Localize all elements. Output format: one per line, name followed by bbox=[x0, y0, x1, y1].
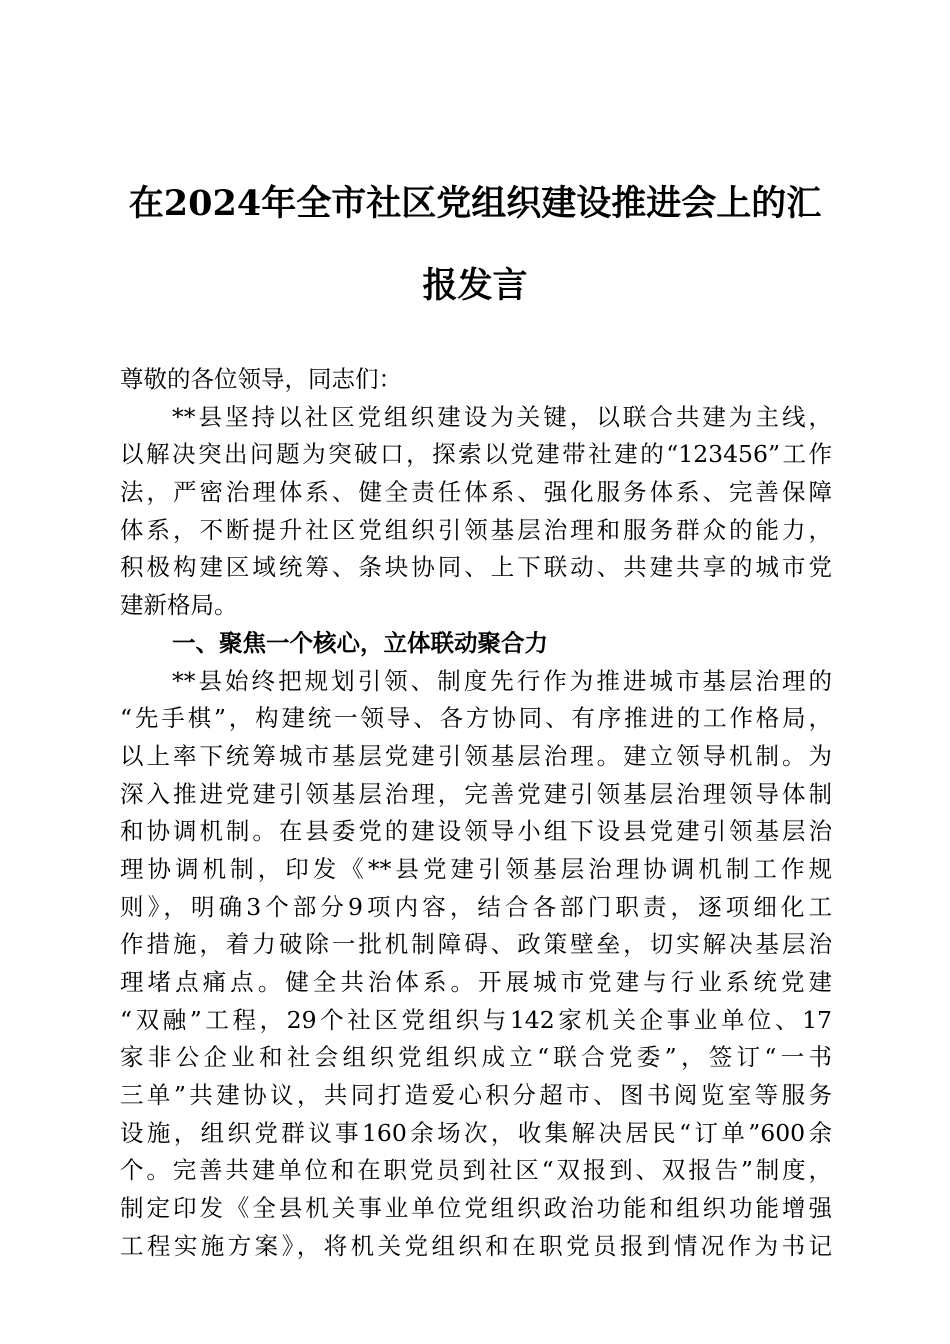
intro-paragraph-line: 以解决突出问题为突破口，探索以党建带社建的“123456”工作 bbox=[120, 440, 832, 469]
section-paragraph-line: 理协调机制，印发《**县党建引领基层治理协调机制工作规 bbox=[120, 854, 832, 883]
title-line: 在2024年全市社区党组织建设推进会上的汇 bbox=[128, 183, 822, 224]
section-paragraph-line: 三单”共建协议，共同打造爱心积分超市、图书阅览室等服务 bbox=[120, 1081, 832, 1110]
salutation: 尊敬的各位领导，同志们： bbox=[120, 365, 402, 393]
document-body bbox=[120, 361, 832, 1266]
section-paragraph-line: 深入推进党建引领基层治理，完善党建引领基层治理领导体制 bbox=[120, 779, 832, 808]
section-paragraph-line: 个。完善共建单位和在职党员到社区“双报到、双报告”制度， bbox=[120, 1156, 832, 1185]
document-title bbox=[100, 163, 850, 327]
section-paragraph-line: **县始终把规划引领、制度先行作为推进城市基层治理的 bbox=[172, 666, 832, 695]
section-paragraph-line: 家非公企业和社会组织党组织成立“联合党委”，签订“一书 bbox=[120, 1043, 832, 1072]
intro-paragraph-line: 积极构建区域统筹、条块协同、上下联动、共建共享的城市党 bbox=[120, 553, 832, 582]
intro-paragraph-line: 法，严密治理体系、健全责任体系、强化服务体系、完善保障 bbox=[120, 478, 832, 507]
section-paragraph-line: 则》，明确3个部分9项内容，结合各部门职责，逐项细化工 bbox=[120, 892, 832, 921]
section-paragraph-line: “双融”工程，29个社区党组织与142家机关企事业单位、17 bbox=[120, 1005, 832, 1034]
section-paragraph-line: 以上率下统筹城市基层党建引领基层治理。建立领导机制。为 bbox=[120, 741, 832, 770]
section-paragraph-line: 和协调机制。在县委党的建设领导小组下设县党建引领基层治 bbox=[120, 817, 832, 846]
section-paragraph-line: 制定印发《全县机关事业单位党组织政治功能和组织功能增强 bbox=[120, 1194, 832, 1223]
section-paragraph-line: 理堵点痛点。健全共治体系。开展城市党建与行业系统党建 bbox=[120, 968, 832, 996]
section-paragraph-line: 作措施，着力破除一批机制障碍、政策壁垒，切实解决基层治 bbox=[120, 930, 832, 959]
intro-paragraph-line: 体系，不断提升社区党组织引领基层治理和服务群众的能力， bbox=[120, 515, 832, 544]
section-paragraph-line: 设施，组织党群议事160余场次，收集解决居民“订单”600余 bbox=[120, 1118, 832, 1147]
intro-paragraph-line: 建新格局。 bbox=[120, 591, 238, 620]
section-paragraph-line: 工程实施方案》，将机关党组织和在职党员报到情况作为书记 bbox=[120, 1231, 832, 1260]
section-heading: 一、聚焦一个核心，立体联动聚合力 bbox=[172, 628, 548, 657]
section-paragraph-line: “先手棋”，构建统一领导、各方协同、有序推进的工作格局， bbox=[120, 704, 832, 733]
intro-paragraph-line: **县坚持以社区党组织建设为关键，以联合共建为主线， bbox=[172, 402, 832, 431]
title-line: 报发言 bbox=[422, 265, 528, 306]
